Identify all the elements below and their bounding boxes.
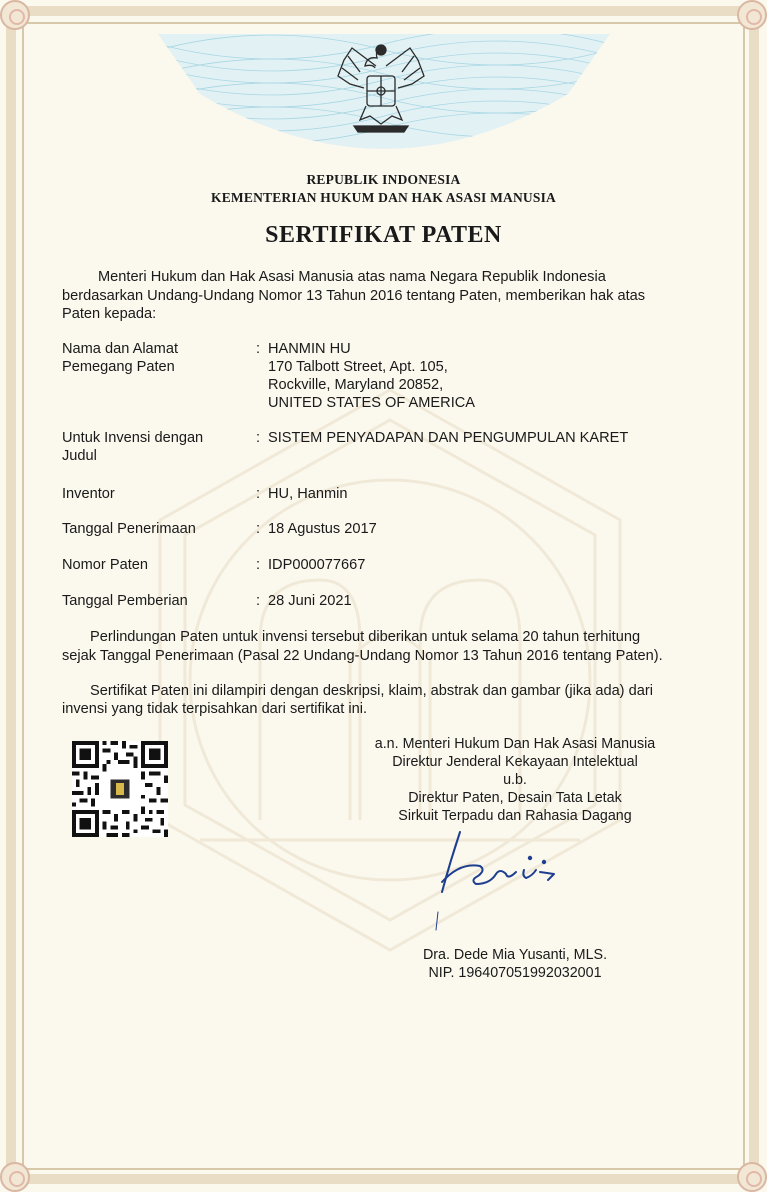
inventor-value: HU, Hanmin	[268, 486, 348, 502]
attachment-line-1: Sertifikat Paten ini dilampiri dengan deskripsi, klaim, abstrak dan gambar (jika ada) dari	[90, 683, 653, 699]
protection-line-1: Perlindungan Paten untuk invensi tersebut diberikan untuk selama 20 tahun terhitung	[90, 629, 641, 645]
protection-line-2: sejak Tanggal Penerimaan (Pasal 22 Undang-Undang Nomor 13 Tahun 2016 tentang Paten).	[62, 648, 663, 664]
filing-date-colon: :	[256, 521, 261, 537]
signatory-nip: NIP. 196407051992032001	[428, 965, 602, 981]
filing-date-label: Tanggal Penerimaan	[62, 521, 196, 537]
garuda-emblem-icon	[330, 36, 432, 136]
filing-date-value: 18 Agustus 2017	[268, 521, 377, 537]
signature-icon	[420, 822, 600, 932]
corner-ornament	[737, 0, 767, 30]
holder-name: HANMIN HU	[268, 341, 351, 357]
ministry-name: KEMENTERIAN HUKUM DAN HAK ASASI MANUSIA	[211, 190, 556, 205]
intro-line-3: Paten kepada:	[62, 306, 157, 322]
patent-number-colon: :	[256, 557, 261, 573]
signatory-line-3: u.b.	[503, 772, 527, 788]
patent-number-value: IDP000077667	[268, 557, 366, 573]
intro-line-1: Menteri Hukum dan Hak Asasi Manusia atas nama Negara Republik Indonesia	[98, 269, 606, 285]
holder-address-2: Rockville, Maryland 20852,	[268, 377, 444, 393]
invention-colon: :	[256, 430, 261, 446]
grant-date-colon: :	[256, 593, 261, 609]
holder-country: UNITED STATES OF AMERICA	[268, 395, 476, 411]
holder-colon: :	[256, 341, 261, 357]
holder-label-1: Nama dan Alamat	[62, 341, 179, 357]
corner-ornament	[0, 0, 30, 30]
corner-ornament	[737, 1162, 767, 1192]
signatory-line-1: a.n. Menteri Hukum Dan Hak Asasi Manusia	[374, 736, 656, 752]
grant-date-value: 28 Juni 2021	[268, 593, 352, 609]
qr-code-icon	[72, 741, 168, 837]
holder-label-2: Pemegang Paten	[62, 359, 175, 375]
invention-label-2: Judul	[62, 448, 97, 464]
invention-label-1: Untuk Invensi dengan	[62, 430, 204, 446]
corner-ornament	[0, 1162, 30, 1192]
intro-line-2: berdasarkan Undang-Undang Nomor 13 Tahun 2016 tentang Paten, memberikan hak atas	[62, 288, 646, 304]
patent-number-label: Nomor Paten	[62, 557, 148, 573]
invention-title: SISTEM PENYADAPAN DAN PENGUMPULAN KARET	[268, 430, 629, 446]
signatory-name: Dra. Dede Mia Yusanti, MLS.	[422, 947, 608, 963]
country-name: REPUBLIK INDONESIA	[306, 172, 461, 187]
signatory-line-5: Sirkuit Terpadu dan Rahasia Dagang	[398, 808, 632, 824]
inventor-label: Inventor	[62, 486, 115, 502]
inventor-colon: :	[256, 486, 261, 502]
attachment-line-2: invensi yang tidak terpisahkan dari sertifikat ini.	[62, 701, 368, 717]
signatory-line-4: Direktur Paten, Desain Tata Letak	[408, 790, 622, 806]
holder-address-1: 170 Talbott Street, Apt. 105,	[268, 359, 448, 375]
certificate-title: SERTIFIKAT PATEN	[265, 222, 502, 248]
grant-date-label: Tanggal Pemberian	[62, 593, 188, 609]
signatory-line-2: Direktur Jenderal Kekayaan Intelektual	[392, 754, 638, 770]
